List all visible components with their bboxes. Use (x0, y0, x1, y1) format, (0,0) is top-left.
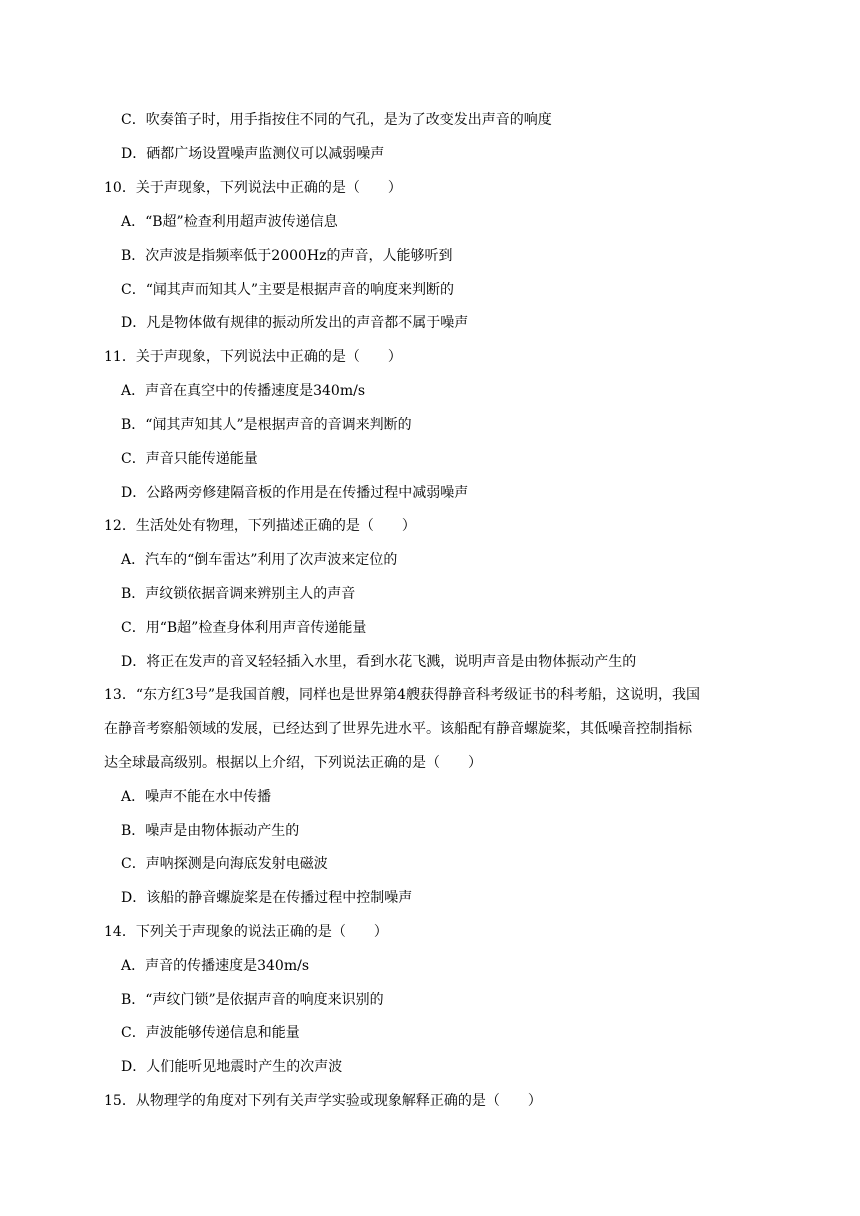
q13-stem-line-2: 在静音考察船领域的发展，已经达到了世界先进水平。该船配有静音螺旋桨，其低噪音控制指标 (104, 721, 692, 737)
q13-option-a: A．噪声不能在水中传播 (121, 789, 272, 805)
q14-option-b: B．“声纹门锁”是依据声音的响度来识别的 (121, 992, 384, 1008)
q11-option-c: C．声音只能传递能量 (121, 451, 258, 467)
q10-option-a: A．“B超”检查利用超声波传递信息 (121, 214, 338, 230)
q10-stem: 10．关于声现象，下列说法中正确的是（ ） (104, 180, 402, 196)
q13-stem-line-3: 达全球最高级别。根据以上介绍，下列说法正确的是（ ） (104, 755, 482, 771)
q11-option-b: B．“闻其声知其人”是根据声音的音调来判断的 (121, 417, 412, 433)
q14-option-d: D．人们能听见地震时产生的次声波 (121, 1059, 343, 1075)
q13-stem-line-1: 13．“东方红3号”是我国首艘，同样也是世界第4艘获得静音科考级证书的科考船，这说明，我国 (104, 687, 700, 703)
q13-option-d: D．该船的静音螺旋桨是在传播过程中控制噪声 (121, 890, 413, 906)
q10-option-b: B．次声波是指频率低于2000Hz的声音，人能够听到 (121, 248, 453, 264)
q15-stem: 15．从物理学的角度对下列有关声学实验或现象解释正确的是（ ） (104, 1093, 542, 1109)
q12-option-d: D．将正在发声的音叉轻轻插入水里，看到水花飞溅，说明声音是由物体振动产生的 (121, 654, 637, 670)
q9-option-d: D．硒都广场设置噪声监测仪可以减弱噪声 (121, 146, 385, 162)
q13-option-b: B．噪声是由物体振动产生的 (121, 823, 300, 839)
q12-option-c: C．用“B超”检查身体利用声音传递能量 (121, 620, 367, 636)
q12-option-b: B．声纹锁依据音调来辨别主人的声音 (121, 586, 356, 602)
q13-option-c: C．声呐探测是向海底发射电磁波 (121, 856, 328, 872)
q10-option-d: D．凡是物体做有规律的振动所发出的声音都不属于噪声 (121, 315, 469, 331)
q12-option-a: A．汽车的“倒车雷达”利用了次声波来定位的 (121, 552, 398, 568)
q11-option-a: A．声音在真空中的传播速度是340m/s (121, 383, 366, 399)
q14-option-a: A．声音的传播速度是340m/s (121, 958, 310, 974)
q11-option-d: D．公路两旁修建隔音板的作用是在传播过程中减弱噪声 (121, 485, 469, 501)
q14-option-c: C．声波能够传递信息和能量 (121, 1025, 300, 1041)
q11-stem: 11．关于声现象，下列说法中正确的是（ ） (104, 349, 402, 365)
q14-stem: 14．下列关于声现象的说法正确的是（ ） (104, 924, 388, 940)
q12-stem: 12．生活处处有物理，下列描述正确的是（ ） (104, 518, 416, 534)
q10-option-c: C．“闻其声而知其人”主要是根据声音的响度来判断的 (121, 282, 455, 298)
q9-option-c: C．吹奏笛子时，用手指按住不同的气孔，是为了改变发出声音的响度 (121, 112, 552, 128)
